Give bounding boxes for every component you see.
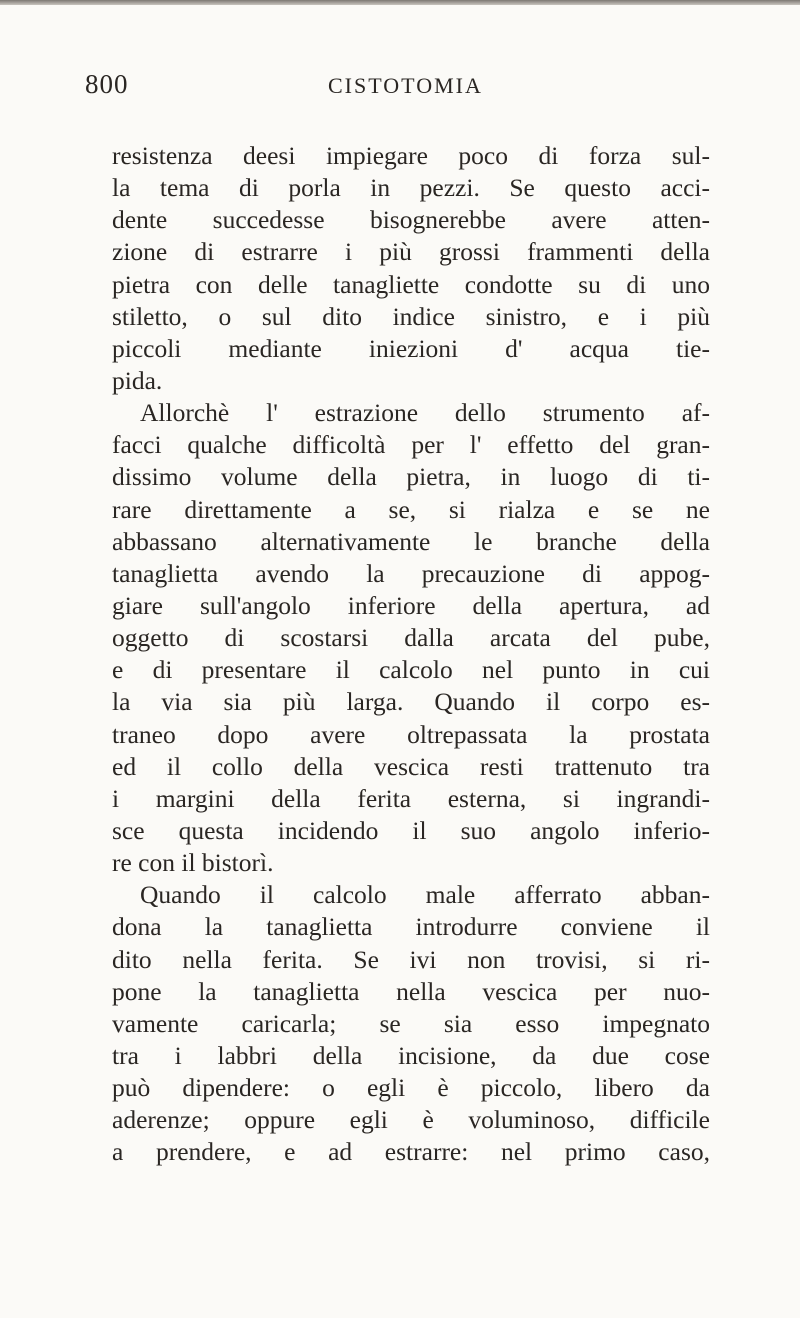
text-line: zione di estrarre i più grossi frammenti della	[112, 237, 710, 267]
page-number: 800	[85, 69, 129, 99]
text-line: resistenza deesi impiegare poco di forza sul-	[112, 141, 710, 170]
text-line: stiletto, o sul dito indice sinistro, e i più	[112, 301, 710, 331]
text-line: e di presentare il calcolo nel punto in cui	[112, 655, 710, 685]
text-line: Quando il calcolo male afferrato abban-	[140, 880, 710, 910]
text-line: sce questa incidendo il suo angolo inferio-	[112, 815, 710, 845]
text-line: giare sull'angolo inferiore della apertura, ad	[112, 590, 710, 620]
text-line: tanaglietta avendo la precauzione di appog-	[112, 558, 710, 588]
text-line: re con il bistorì.	[112, 848, 274, 878]
text-line: vamente caricarla; se sia esso impegnato	[112, 1008, 710, 1038]
text-line: piccoli mediante iniezioni d' acqua tie-	[112, 333, 710, 363]
text-line: traneo dopo avere oltrepassata la prostata	[112, 719, 710, 749]
running-head: CISTOTOMIA	[328, 73, 483, 98]
text-line: Allorchè l' estrazione dello strumento af-	[140, 398, 710, 428]
body-text	[112, 140, 710, 1169]
text-line: tra i labbri della incisione, da due cose	[112, 1040, 710, 1070]
page-top-edge	[0, 0, 800, 5]
text-line: dona la tanaglietta introdurre conviene il	[112, 912, 710, 942]
text-line: dente succedesse bisognerebbe avere atten-	[112, 205, 710, 235]
text-line: aderenze; oppure egli è voluminoso, difficile	[112, 1105, 710, 1135]
text-line: dissimo volume della pietra, in luogo di ti-	[112, 462, 710, 492]
text-line: la via sia più larga. Quando il corpo es-	[112, 687, 710, 717]
text-line: i margini della ferita esterna, si ingrandi-	[112, 783, 710, 813]
text-line: facci qualche difficoltà per l' effetto del gran-	[112, 430, 710, 460]
text-line: oggetto di scostarsi dalla arcata del pube,	[112, 623, 710, 653]
page-header	[0, 69, 800, 109]
text-line: ed il collo della vescica resti trattenuto tra	[112, 751, 710, 781]
text-line: pida.	[112, 365, 163, 395]
text-line: pone la tanaglietta nella vescica per nuo-	[112, 976, 710, 1006]
text-line: dito nella ferita. Se ivi non trovisi, si ri-	[112, 944, 710, 974]
text-line: rare direttamente a se, si rialza e se ne	[112, 494, 710, 524]
text-line: la tema di porla in pezzi. Se questo acci-	[112, 173, 710, 203]
text-line: abbassano alternativamente le branche della	[112, 526, 710, 556]
text-line: a prendere, e ad estrarre: nel primo caso,	[112, 1137, 710, 1167]
text-line: pietra con delle tanagliette condotte su di uno	[112, 269, 710, 299]
text-line: può dipendere: o egli è piccolo, libero da	[112, 1073, 710, 1103]
